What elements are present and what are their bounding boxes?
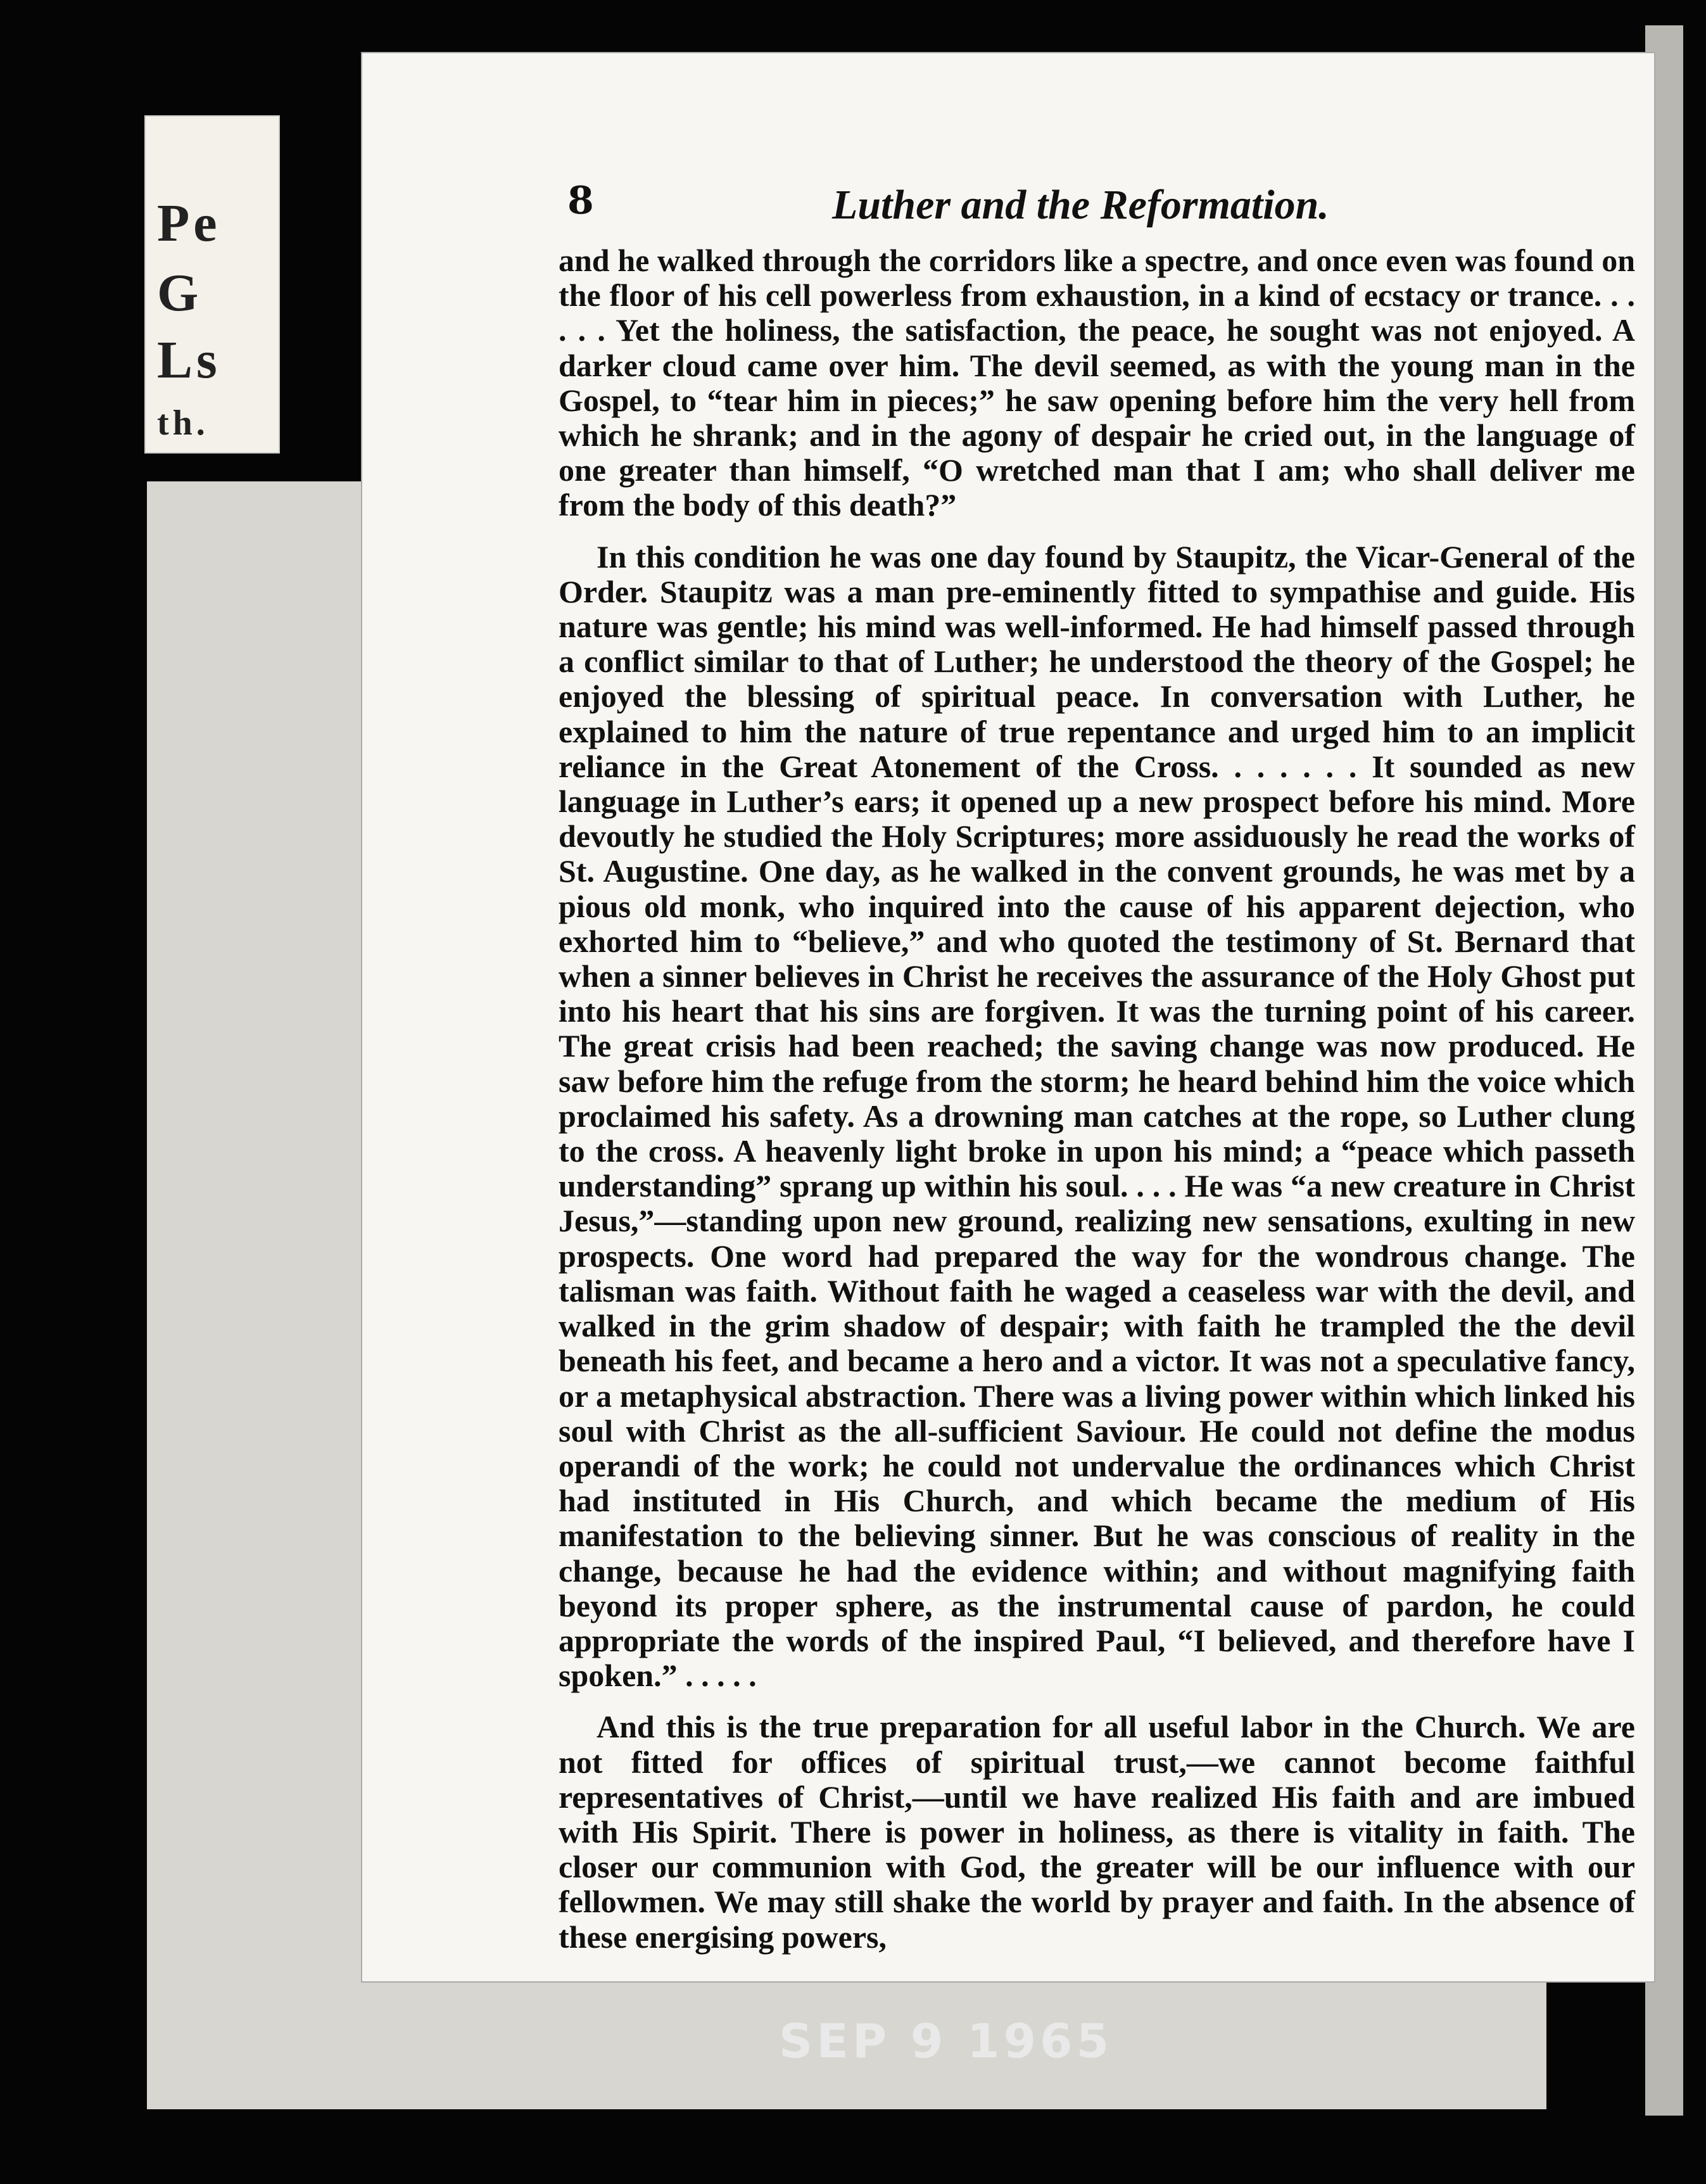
running-title: Luther and the Reformation.: [832, 182, 1329, 228]
fragment-line: Ls: [157, 331, 221, 390]
paragraph: In this condition he was one day found by Staupitz, the Vicar-General of the Order. Staupitz was a man pre-eminently fitted to sympathise and guide. His nature was gentle; his mind was well-informed. He had himself passed through a conflict similar to that of Luther; he understood the theory of the Gospel; he enjoyed the blessing of spiritual peace. In conversation with Luther, he explained to him the nature of true repentance and urged him to an implicit reliance in the Great Atonement of the Cross. . . . . . . It sounded as new language in Luther’s ears; it opened up a new prospect before his mind. More devoutly he studied the Holy Scriptures; more assiduously he read the works of St. Augustine. One day, as he walked in the convent grounds, he was met by a pious old monk, who inquired into the cause of his apparent dejection, who exhorted him to “believe,” and who quoted the testimony of St. Bernard that when a sinner believes in Christ he receives the assurance of the Holy Ghost put into his heart that his sins are forgiven. It was the turning point of his career. The great crisis had been reached; the saving change was now produced. He saw before him the refuge from the storm; he heard behind him the voice which proclaimed his safety. As a drowning man catches at the rope, so Luther clung to the cross. A heavenly light broke in upon his mind; a “peace which passeth understanding” sprang up within his soul. . . . He was “a new creature in Christ Jesus,”—standing upon new ground, realizing new sensations, exulting in new prospects. One word had prepared the way for the wondrous change. The talisman was faith. Without faith he waged a ceaseless war with the devil, and walked in the grim shadow of despair; with faith he trampled the the devil beneath his feet, and became a hero and a victor. It was not a speculative fancy, or a metaphysical abstraction. There was a living power within which linked his soul with Christ as the all-sufficient Saviour. He could not define the modus operandi of the work; he could not undervalue the ordinances which Christ had instituted in His Church, and which became the medium of His manifestation to the believing sinner. But he was conscious of reality in the change, because he had the evidence within; and without magnifying faith beyond its proper sphere, as the instrumental cause of pardon, he could appropriate the words of the inspired Paul, “I believed, and therefore have I spoken.” . . . . .: [559, 538, 1635, 1694]
adjacent-page-fragment: [144, 115, 280, 454]
fragment-line: G: [157, 263, 203, 322]
fragment-line: th.: [157, 403, 209, 443]
paragraph: And this is the true preparation for all useful labor in the Church. We are not fitted for offices of spiritual trust,—we cannot become faithful representatives of Christ,—until we have realized His faith and are imbued with His Spirit. There is power in holiness, as there is vitality in faith. The closer our communion with God, the greater will be our influence with our fellowmen. We may still shake the world by prayer and faith. In the absence of these energising powers,: [559, 1709, 1635, 1955]
scanned-page: [362, 53, 1654, 1981]
paragraph: and he walked through the corridors like a spectre, and once even was found on the floor of his cell powerless from exhaustion, in a kind of ecstacy or trance. . . . . . Yet the holiness, the satisfaction, the peace, he sought was not enjoyed. A darker cloud came over him. The devil seemed, as with the young man in the Gospel, to “tear him in pieces;” he saw opening before him the very hell from which he shrank; and in the agony of despair he cried out, in the language of one greater than himself, “O wretched man that I am; who shall deliver me from the body of this death?”: [559, 243, 1635, 523]
fragment-line: Pe: [157, 194, 221, 253]
page-number: 8: [567, 179, 594, 223]
date-stamp: SEP 9 1965: [779, 2014, 1113, 2069]
body-text: [559, 243, 1635, 1971]
page-header: [567, 179, 1629, 236]
